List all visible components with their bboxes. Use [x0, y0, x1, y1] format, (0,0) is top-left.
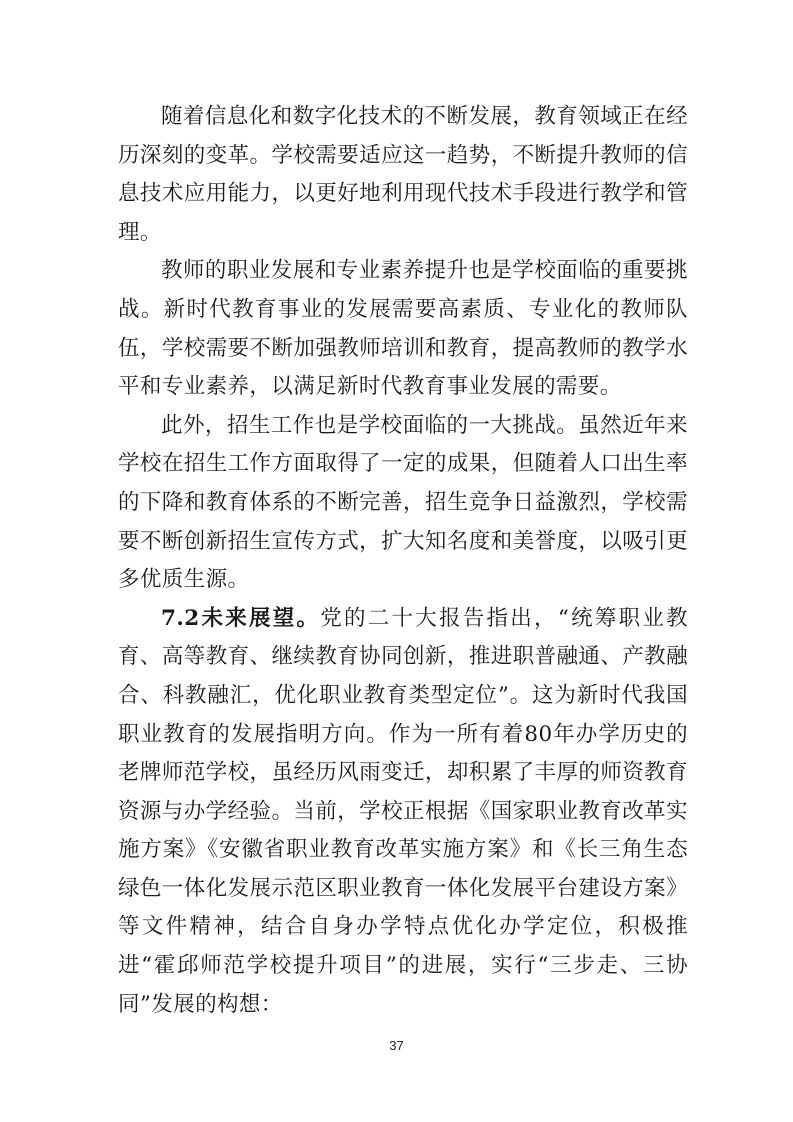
body-text: [118, 98, 688, 1024]
page-number: 37: [389, 1038, 404, 1053]
paragraph-digital-transformation: [118, 98, 688, 252]
paragraph-text: 随着信息化和数字化技术的不断发展，教育领域正在经历深刻的变革。学校需要适应这一趋势，不断提升教师的信息技术应用能力，以更好地利用现代技术手段进行教学和管理。: [118, 104, 688, 245]
paragraph-enrollment-challenge: [118, 407, 688, 600]
section-heading-future-outlook: 7.2未来展望。: [161, 605, 321, 631]
paragraph-text: 教师的职业发展和专业素养提升也是学校面临的重要挑战。新时代教育事业的发展需要高素质、专业化的教师队伍，学校需要不断加强教师培训和教育，提高教师的教学水平和专业素养，以满足新时代教育事业发展的需要。: [118, 258, 688, 400]
paragraph-text: 党的二十大报告指出，“统筹职业教育、高等教育、继续教育协同创新，推进职普融通、产教融合、科教融汇，优化职业教育类型定位”。这为新时代我国职业教育的发展指明方向。作为一所有着80年办学历史的老牌师范学校，虽经历风雨变迁，却积累了丰厚的师资教育资源与办学经验。当前，学校正根据《国家职业教育改革实施方案》《安徽省职业教育改革实施方案》和《长三角生态绿色一体化发展示范区职业教育一体化发展平台建设方案》等文件精神，结合自身办学特点优化办学定位，积极推进“霍邱师范学校提升项目”的进展，实行“三步走、三协同”发展的构想：: [118, 605, 688, 1017]
paragraph-teacher-development: [118, 252, 688, 406]
paragraph-text: 此外，招生工作也是学校面临的一大挑战。虽然近年来学校在招生工作方面取得了一定的成果，但随着人口出生率的下降和教育体系的不断完善，招生竞争日益激烈，学校需要不断创新招生宣传方式，扩大知名度和美誉度，以吸引更多优质生源。: [118, 412, 688, 593]
paragraph-future-outlook: [118, 600, 688, 1025]
